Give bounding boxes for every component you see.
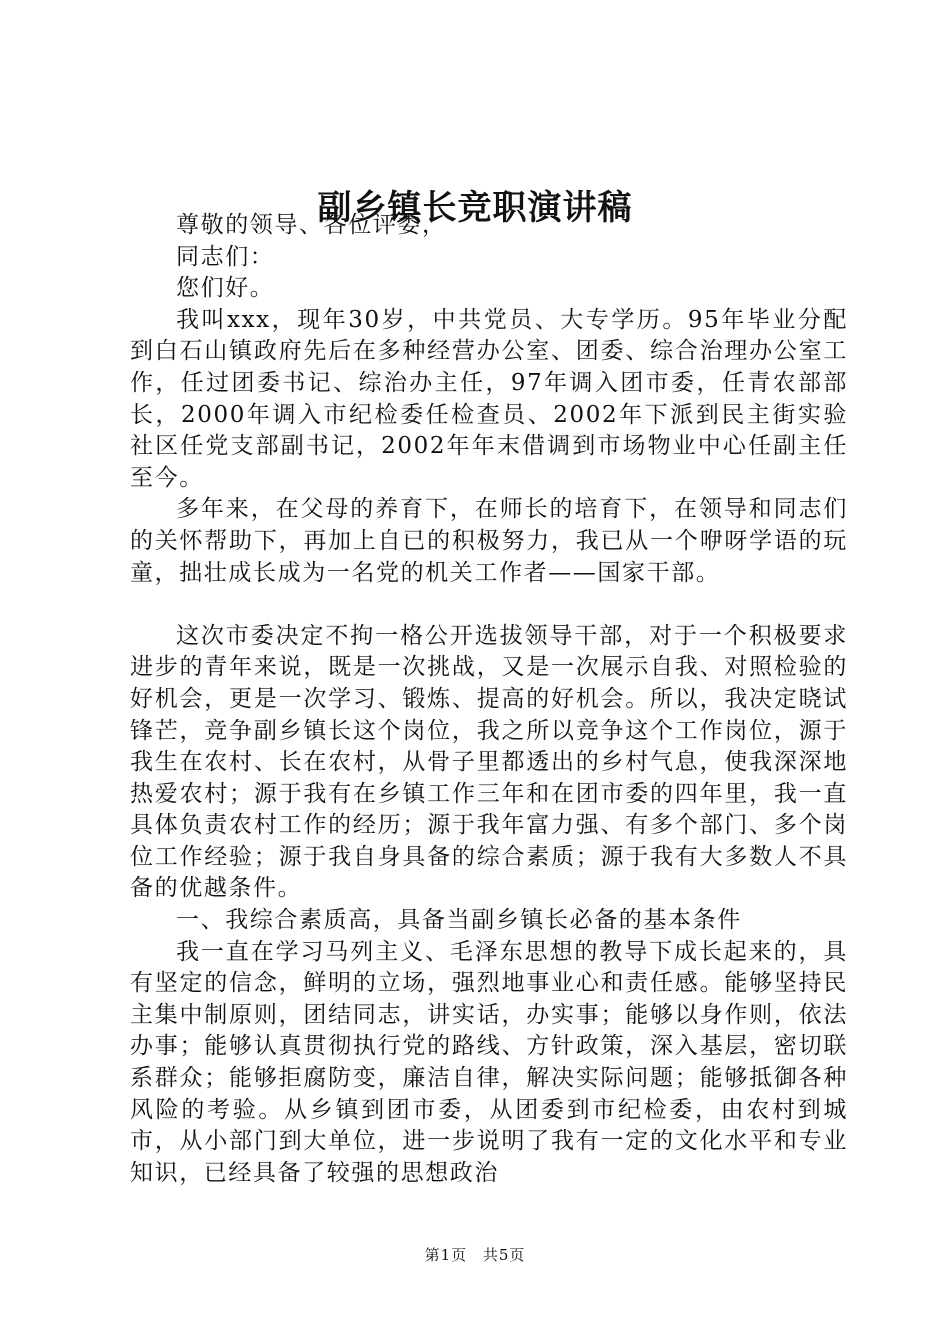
salutation-line: 尊敬的领导、各位评委， xyxy=(176,212,447,238)
salutation-line: 同志们： xyxy=(176,243,275,270)
body-paragraph: 这次市委决定不拘一格公开选拔领导干部，对于一个积极要求进步的青年来说，既是一次挑战，又是一次展示自我、对照检验的好机会，更是一次学习、锻炼、提高的好机会。所以，我决定晓试锋芒，竞争副乡镇长这个岗位，我之所以竞争这个工作岗位，源于我生在农村、长在农村，从骨子里都透出的乡村气息，使我深深地热爱农村；源于我有在乡镇工作三年和在团市委的四年里，我一直具体负责农村工作的经历；源于我年富力强、有多个部门、多个岗位工作经验；源于我自身具备的综合素质；源于我有大多数人不具备的优越条件。 xyxy=(130,622,848,902)
section-heading: 一、我综合素质高，具备当副乡镇长必备的基本条件 xyxy=(176,907,742,934)
paragraph-spacer xyxy=(130,589,848,621)
page-number: 第1页 xyxy=(424,1246,468,1264)
document-title: 副乡镇长竞职演讲稿 xyxy=(317,188,633,228)
body-paragraph: 我一直在学习马列主义、毛泽东思想的教导下成长起来的，具有坚定的信念，鲜明的立场，强烈地事业心和责任感。能够坚持民主集中制原则，团结同志，讲实话，办实事；能够以身作则，依法办事；能够认真贯彻执行党的路线、方针政策，深入基层，密切联系群众；能够拒腐防变，廉洁自律，解决实际问题；能够抵御各种风险的考验。从乡镇到团市委，从团委到市纪检委，由农村到城市，从小部门到大单位，进一步说明了我有一定的文化水平和专业知识，已经具备了较强的思想政治 xyxy=(130,938,848,1186)
body-paragraph: 多年来，在父母的养育下，在师长的培育下，在领导和同志们的关怀帮助下，再加上自已的积极努力，我已从一个咿呀学语的玩童，拙壮成长成为一名党的机关工作者——国家干部。 xyxy=(130,496,848,586)
page-footer xyxy=(0,1245,950,1265)
greeting-line: 您们好。 xyxy=(176,275,275,302)
page-total: 共5页 xyxy=(482,1246,526,1264)
document-body xyxy=(130,210,848,1189)
body-paragraph: 我叫xxx，现年30岁，中共党员、大专学历。95年毕业分配到白石山镇政府先后在多种经营办公室、团委、综合治理办公室工作，任过团委书记、综治办主任，97年调入团市委，任青农部部长，2000年调入市纪检委任检查员、2002年下派到民主街实验社区任党支部副书记，2002年年末借调到市场物业中心任副主任至今。 xyxy=(130,306,848,491)
